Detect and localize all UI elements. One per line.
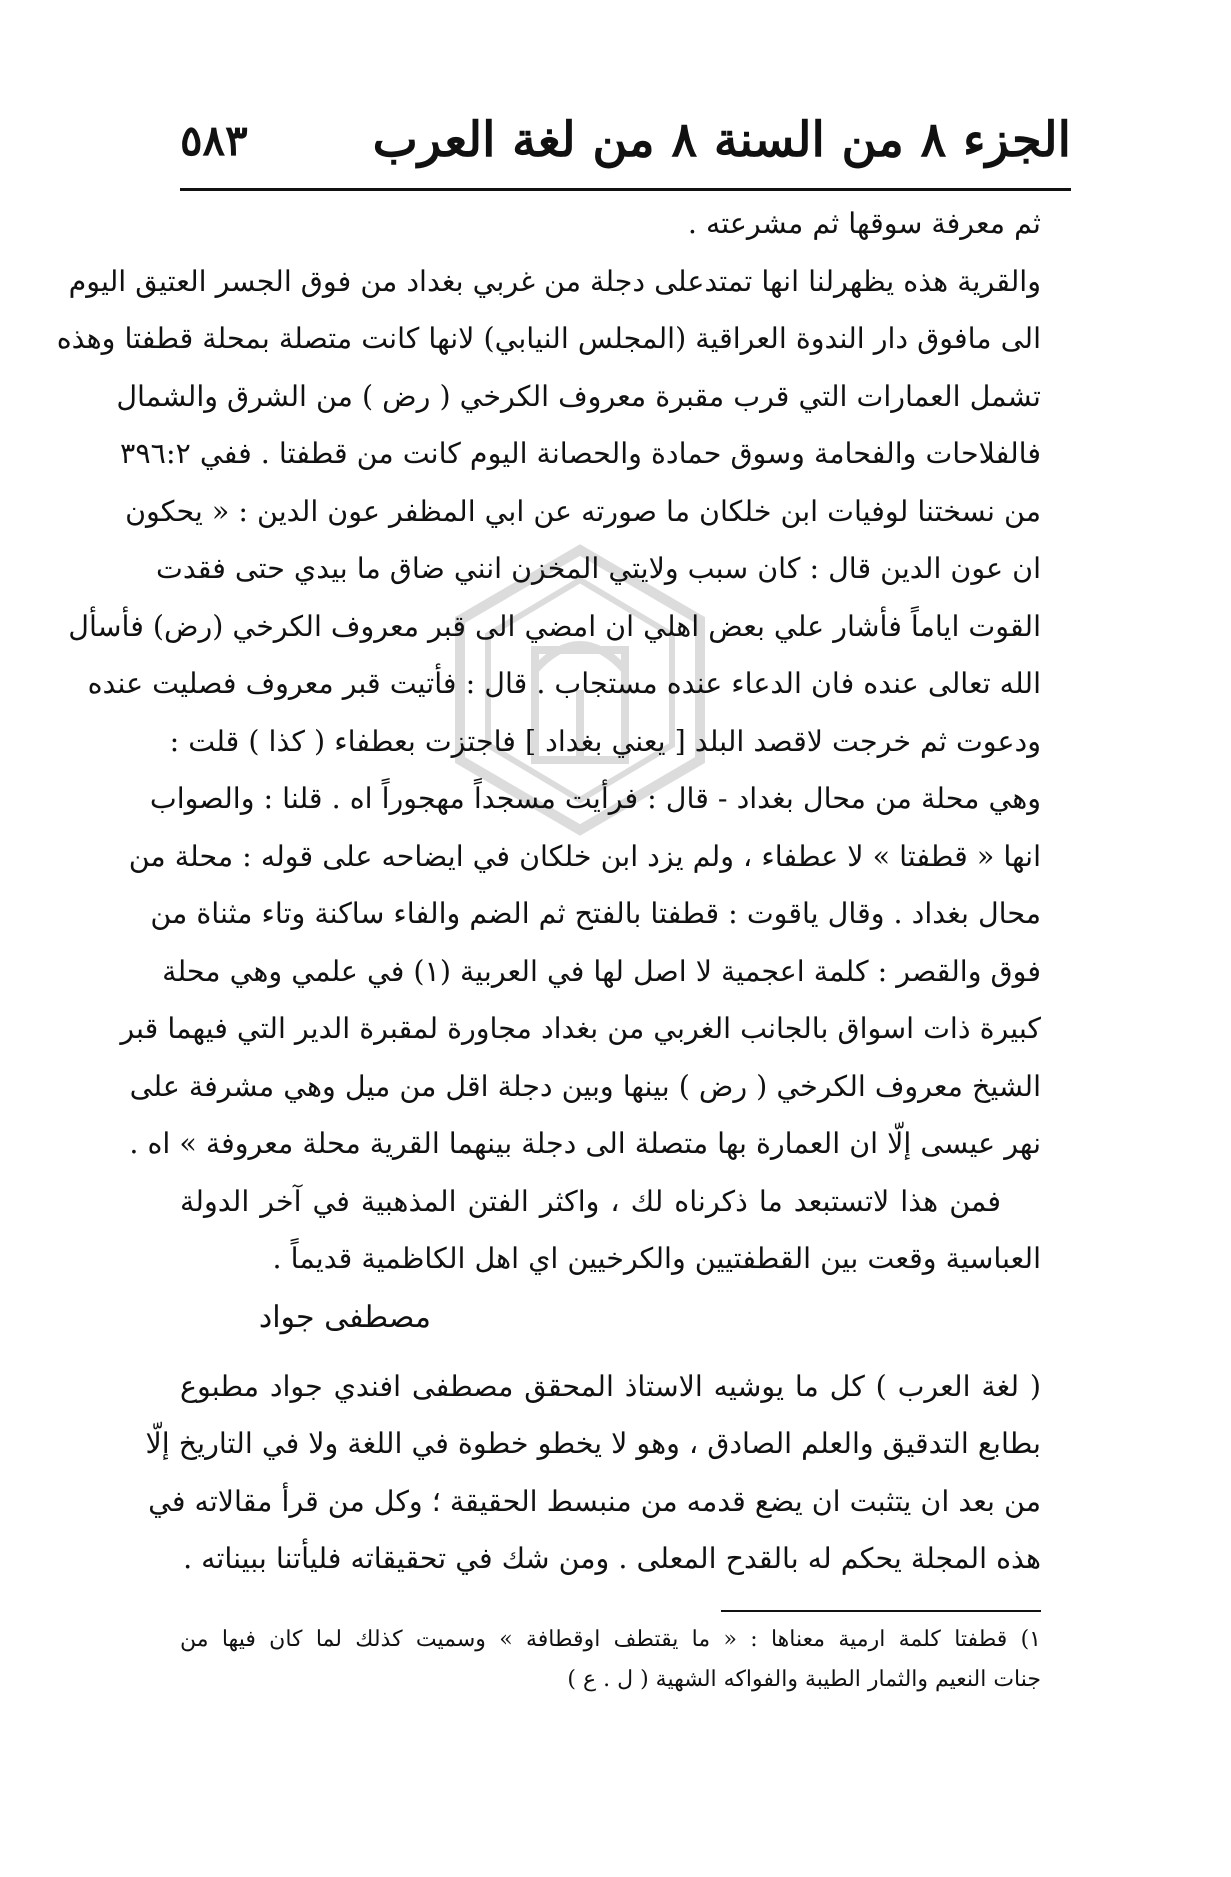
body-line: فالفلاحات والفحامة وسوق حمادة والحصانة اليوم كانت من قطفتا . ففي ٣٩٦:٢	[120, 437, 1041, 470]
body-line: فوق والقصر : كلمة اعجمية لا اصل لها في العربية (١) في علمي وهي محلة	[162, 954, 1041, 988]
body-line: الله تعالى عنده فان الدعاء عنده مستجاب . قال : فأتيت قبر معروف فصليت عنده	[87, 667, 1041, 700]
running-header-title: الجزء ٨ من السنة ٨ من لغة العرب	[372, 112, 1071, 168]
body-line: تشمل العمارات التي قرب مقبرة معروف الكرخي ( رض ) من الشرق والشمال	[116, 379, 1041, 413]
editor-note-line: من بعد ان يتثبت ان يضع قدمه من منبسط الحقيقة ؛ وكل من قرأ مقالاته في	[148, 1484, 1041, 1518]
body-line: العباسية وقعت بين القطفتيين والكرخيين اي اهل الكاظمية قديماً .	[272, 1242, 1041, 1275]
body-line: القوت اياماً فأشار علي بعض اهلي ان امضي الى قبر معروف الكرخي (رض) فأسأل	[68, 609, 1041, 643]
author-signature: مصطفى جواد	[258, 1299, 431, 1335]
footnote-line: ١) قطفتا كلمة ارمية معناها : « ما يقتطف اوقطافة » وسميت كذلك لما كان فيها من	[180, 1627, 1041, 1652]
footnote-line: جنات النعيم والثمار الطيبة والفواكه الشهية ( ل . ع )	[567, 1667, 1041, 1692]
body-line: انها « قطفتا » لا عطفاء ، ولم يزد ابن خلكان في ايضاحه على قوله : محلة من	[128, 839, 1041, 873]
header-rule	[180, 188, 1071, 191]
body-line: الى مافوق دار الندوة العراقية (المجلس النيابي) لانها كانت متصلة بمحلة قطفتا وهذه	[56, 322, 1041, 355]
body-line: نهر عيسى إلّا ان العمارة بها متصلة الى دجلة بينهما القرية محلة معروفة » اه .	[129, 1127, 1041, 1160]
body-line: محال بغداد . وقال ياقوت : قطفتا بالفتح ثم الضم والفاء ساكنة وتاء مثناة من	[150, 897, 1041, 930]
body-line: ان عون الدين قال : كان سبب ولايتي المخزن انني ضاق ما بيدي حتى فقدت	[156, 552, 1041, 585]
editor-note-line: هذه المجلة يحكم له بالقدح المعلى . ومن شك في تحقيقاته فليأتنا ببيناته .	[183, 1542, 1041, 1575]
page-number: ٥٨٣	[180, 115, 248, 165]
body-line: من نسختنا لوفيات ابن خلكان ما صورته عن ابي المظفر عون الدين : « يحكون	[125, 494, 1041, 528]
body-line: والقرية هذه يظهرلنا انها تمتدعلى دجلة من غربي بغداد من فوق الجسر العتيق اليوم	[68, 264, 1041, 298]
body-line: الشيخ معروف الكرخي ( رض ) بينها وبين دجلة اقل من ميل وهي مشرفة على	[129, 1069, 1041, 1103]
editor-note-line: بطابع التدقيق والعلم الصادق ، وهو لا يخطو خطوة في اللغة ولا في التاريخ إلّا	[145, 1427, 1041, 1460]
body-line: كبيرة ذات اسواق بالجانب الغربي من بغداد مجاورة لمقبرة الدير التي فيهما قبر	[120, 1012, 1041, 1045]
running-header	[180, 100, 1071, 180]
body-line: ثم معرفة سوقها ثم مشرعته .	[687, 207, 1041, 240]
body-line: ودعوت ثم خرجت لاقصد البلد [ يعني بغداد ] فاجتزت بعطفاء ( كذا ) قلت :	[169, 724, 1041, 758]
footnote-rule	[721, 1610, 1041, 1612]
footnotes	[180, 1620, 1041, 1700]
article-body	[56, 195, 1041, 1588]
body-line: وهي محلة من محال بغداد - قال : فرأيت مسجداً مهجوراً اه . قلنا : والصواب	[149, 782, 1041, 815]
editor-note-line: ( لغة العرب ) كل ما يوشيه الاستاذ المحقق مصطفى افندي جواد مطبوع	[180, 1369, 1041, 1403]
body-line: فمن هذا لاتستبعد ما ذكرناه لك ، واكثر الفتن المذهبية في آخر الدولة	[180, 1184, 1001, 1218]
